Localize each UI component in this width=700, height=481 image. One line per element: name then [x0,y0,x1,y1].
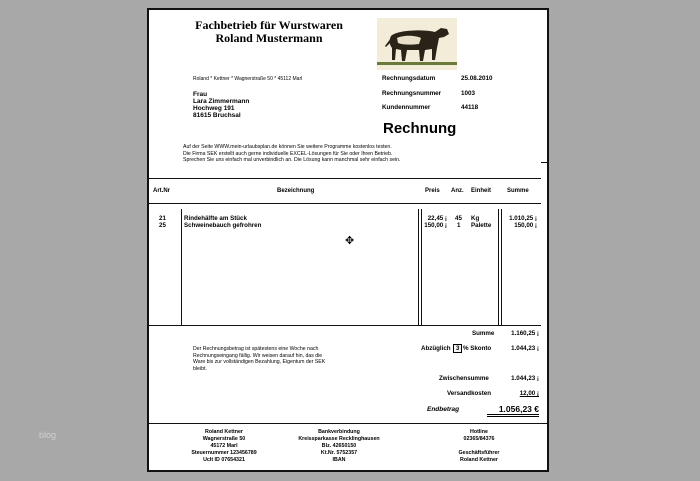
invoice-number-value: 1003 [461,90,476,97]
versandkosten-label: Versandkosten [447,390,492,397]
footer-line [439,443,519,450]
footer-line: Kt.Nr. 5752357 [320,450,358,456]
footer-line: UcIt ID 07654321 [203,457,245,463]
summe-value: 1.160,25 ¡ [511,330,539,337]
endbetrag-label: Endbetrag [427,406,460,413]
row-summe: 1.010,25 ¡ [509,215,537,222]
footer-line: Bankverbindung [318,429,360,435]
sender-line: Roland * Kettner * Wagnerstraße 50 * 45112 Marl [193,76,303,82]
recipient-street: Hochweg 191 [193,105,235,112]
note-line: Rechnungseingang fällig. Wir weisen darauf hin, das die [193,352,323,359]
customer-number-value: 44118 [461,104,479,111]
recipient-name: Lara Zimmermann [193,98,250,105]
invoice-date-label: Rechnungsdatum [382,75,436,82]
footer-line: 02365/84376 [463,436,495,442]
recipient-salutation: Frau [193,91,208,98]
footer-col-contact [439,429,519,464]
invoice-page [147,8,549,472]
row-einheit: Palette [471,222,492,229]
skonto-percent-input[interactable]: 3 [453,344,462,353]
note-line: bleibt. [193,365,207,372]
fold-mark [541,162,549,163]
endbetrag-value: 1.056,23 € [487,404,539,417]
customer-number-label: Kundennummer [382,104,431,111]
recipient-address [193,91,249,119]
document-title: Rechnung [383,120,457,137]
footer-rule [149,423,547,424]
col-header-bezeichnung: Bezeichnung [277,188,315,194]
invoice-date-value: 25.08.2010 [461,75,493,82]
footer-line: Steuernummer 123456789 [191,450,257,456]
intro-text [183,144,473,164]
cow-logo [377,18,457,70]
recipient-city: 81615 Bruchsal [193,112,241,119]
company-name-line2: Roland Mustermann [215,31,323,45]
row-bezeichnung: Schweinebauch gefrohren [184,222,262,229]
footer-line: Blz. 42650150 [321,443,357,449]
col-header-einheit: Einheit [471,188,492,194]
table-top-rule [149,178,541,179]
table-header-rule [149,203,541,204]
footer-line: Roland Kettner [205,429,243,435]
intro-line: Die Firma SEK erstellt auch gerne individuelle EXCEL-Lösungen für Sie oder Ihren Betrieb. [183,150,393,157]
row-summe: 150,00 ¡ [514,222,537,229]
footer-col-address [179,429,269,464]
company-name [149,19,389,45]
footer-line: 45172 Marl [210,443,238,449]
footer-line: Roland Kettner [460,457,498,463]
intro-line: Auf der Seite WWW.mein-urlaubsplan.de können Sie weitere Programme kostenlos testen. [183,144,392,150]
footer-line: Hotline [470,429,488,435]
row-anz: 45 [455,215,462,222]
skonto-label: % Skonto [463,345,492,352]
company-name-line1: Fachbetrieb für Wurstwaren [195,18,343,32]
note-line: Der Rechnungsbetrag ist spätestens eine Woche nach [193,346,319,352]
zwischensumme-value: 1.044,23 ¡ [511,375,539,382]
row-artnr: 21 [159,215,166,222]
row-preis: 22,45 ¡ [427,215,447,222]
note-line: Ware bis zur vollständigen Bezahlung, Eigentum der SEK [193,359,326,365]
versandkosten-value: 12,00 ¡ [519,390,539,397]
row-artnr: 25 [159,222,166,229]
col-header-summe: Summe [507,188,529,194]
skonto-value: 1.044,23 ¡ [511,345,539,352]
row-preis: 150,00 ¡ [424,222,447,229]
payment-note [193,346,363,372]
col-header-artnr: Art.Nr [153,188,171,194]
footer-line: IBAN [332,457,346,463]
column-divider [181,209,182,325]
table-bottom-rule [149,325,541,326]
footer-line: Kreissparkasse Recklinghausen [298,436,380,442]
row-anz: 1 [457,222,461,229]
zwischensumme-label: Zwischensumme [439,375,489,382]
summe-label: Summe [472,330,495,337]
watermark-text: blog [39,430,57,440]
row-bezeichnung: Rindehälfte am Stück [184,215,247,222]
abzueglich-label: Abzüglich [421,345,451,352]
intro-line: Sprechen Sie uns einfach mal unverbindlich an. Die Lösung kann manchmal sehr einfach sein. [183,157,401,163]
row-einheit: Kg [471,215,480,222]
footer-line: Wagnerstraße 50 [202,436,246,442]
footer-line: Geschäftsführer [458,450,500,456]
move-cursor-icon: ✥ [345,235,355,247]
footer-col-bank [289,429,389,464]
invoice-number-label: Rechnungsnummer [382,90,442,97]
col-header-anz: Anz. [451,188,464,194]
col-header-preis: Preis [425,188,440,194]
